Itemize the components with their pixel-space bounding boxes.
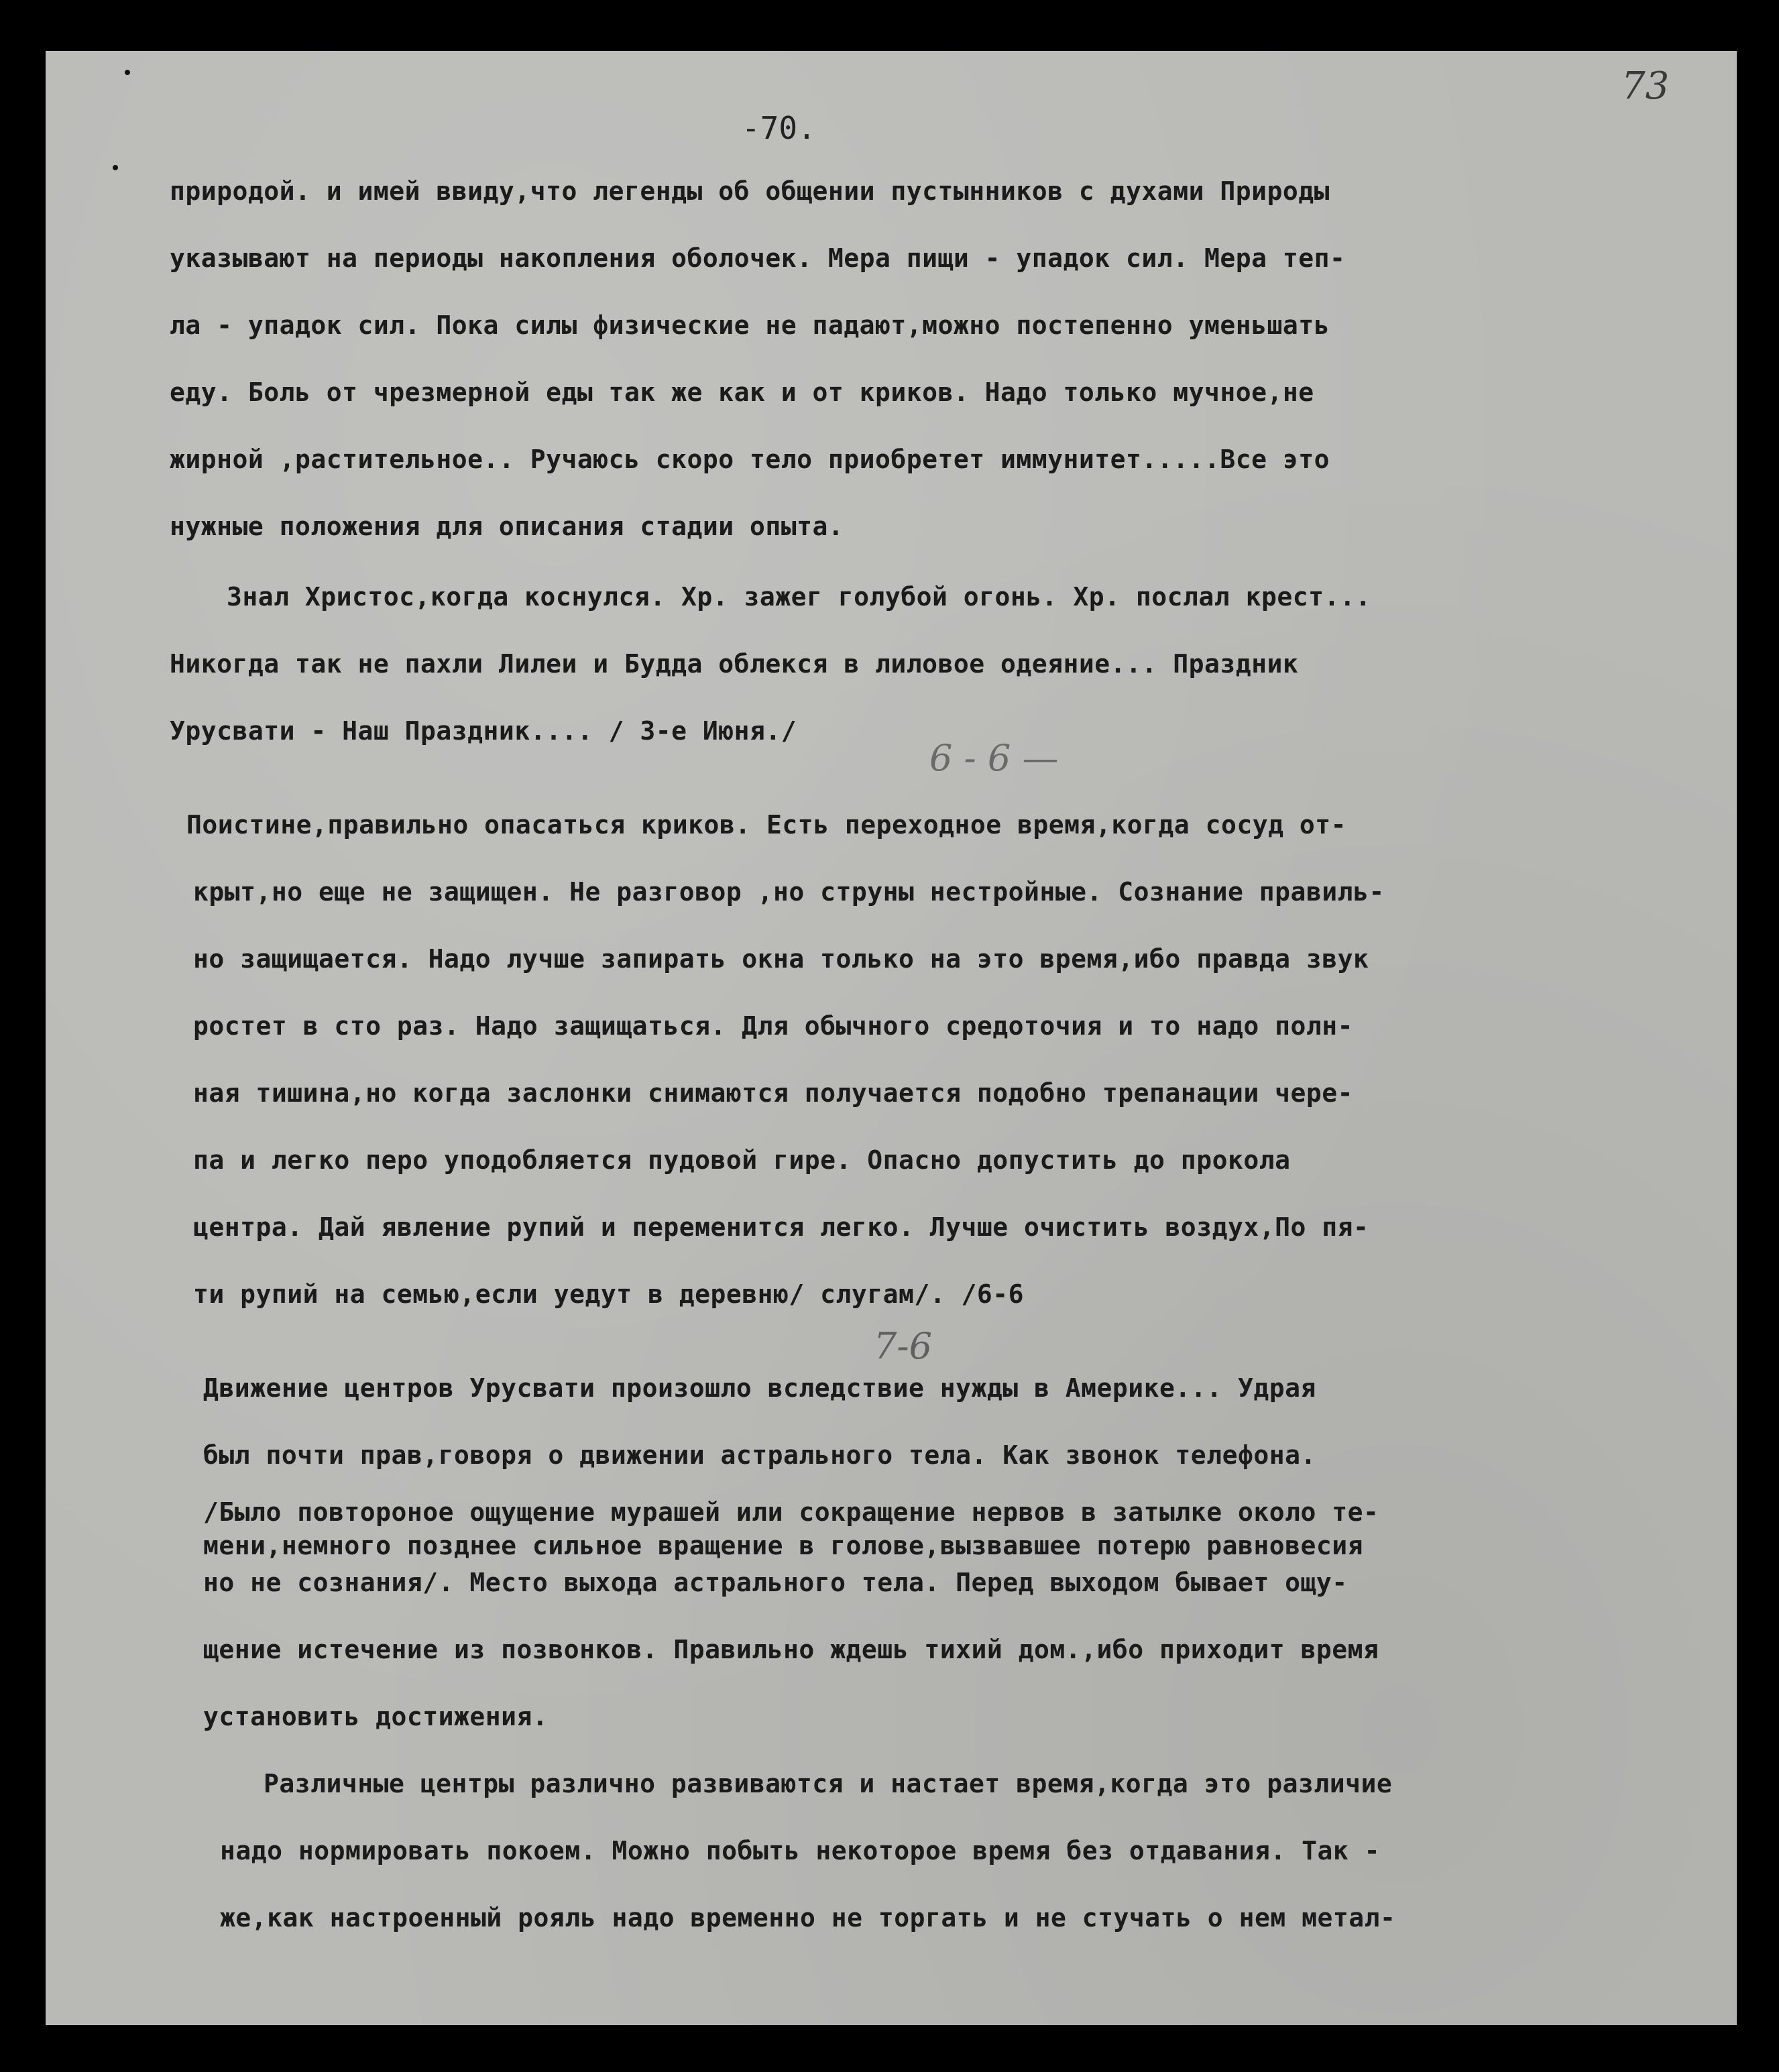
text-line-9: Урусвати - Наш Праздник.... / 3-е Июня./ bbox=[170, 716, 797, 746]
page-number: -70. bbox=[742, 110, 816, 146]
ink-dot bbox=[125, 70, 130, 75]
text-line-24: установить достижения. bbox=[203, 1702, 549, 1731]
text-line-21: мени,немного позднее сильное вращение в голове,вызвавшее потерю равновесия bbox=[203, 1531, 1363, 1560]
text-line-6: нужные положения для описания стадии опыта. bbox=[170, 512, 844, 541]
ink-dot bbox=[113, 165, 118, 170]
text-line-13: ростет в сто раз. Надо защищаться. Для обычного средоточия и то надо полн- bbox=[193, 1011, 1353, 1041]
text-line-1: природой. и имей ввиду,что легенды об общении пустынников с духами Природы bbox=[170, 176, 1330, 206]
text-line-12: но защищается. Надо лучше запирать окна только на это время,ибо правда звук bbox=[193, 944, 1369, 974]
text-line-11: крыт,но еще не защищен. Не разговор ,но струны нестройные. Сознание правиль- bbox=[193, 877, 1385, 907]
text-line-26: надо нормировать покоем. Можно побыть некоторое время без отдавания. Так - bbox=[220, 1836, 1380, 1865]
handwritten-date-6-6: 6 - 6 — bbox=[929, 737, 1059, 779]
text-line-3: ла - упадок сил. Пока силы физические не падают,можно постепенно уменьшать bbox=[170, 310, 1330, 340]
text-line-22: но не сознания/. Место выхода астрального тела. Перед выходом бывает ощу- bbox=[203, 1568, 1348, 1597]
text-line-18: Движение центров Урусвати произошло вследствие нужды в Америке... Удрая bbox=[203, 1373, 1316, 1403]
document-page bbox=[46, 51, 1737, 2025]
text-line-5: жирной ,растительное.. Ручаюсь скоро тело приобретет иммунитет.....Все это bbox=[170, 445, 1330, 474]
text-line-4: еду. Боль от чрезмерной еды так же как и от криков. Надо только мучное,не bbox=[170, 378, 1314, 407]
text-line-14: ная тишина,но когда заслонки снимаются получается подобно трепанации чере- bbox=[193, 1078, 1353, 1108]
handwritten-date-7-6: 7-6 bbox=[874, 1325, 932, 1367]
text-line-17: ти рупий на семью,если уедут в деревню/ слугам/. /6-6 bbox=[193, 1279, 1025, 1309]
text-line-19: был почти прав,говоря о движении астрального тела. Как звонок телефона. bbox=[203, 1440, 1316, 1470]
text-line-20: /Было повтороное ощущение мурашей или сокращение нервов в затылке около те- bbox=[203, 1497, 1379, 1527]
text-line-10: Поистине,правильно опасаться криков. Есть переходное время,когда сосуд от- bbox=[186, 810, 1346, 840]
text-line-16: центра. Дай явление рупий и переменится легко. Лучше очистить воздух,По пя- bbox=[193, 1212, 1369, 1242]
text-line-23: щение истечение из позвонков. Правильно ждешь тихий дом.,ибо приходит время bbox=[203, 1635, 1379, 1664]
text-line-8: Никогда так не пахли Лилеи и Будда облекся в лиловое одеяние... Праздник bbox=[170, 649, 1299, 679]
text-line-25: Различные центры различно развиваются и настает время,когда это различие bbox=[264, 1769, 1393, 1798]
text-line-7: Знал Христос,когда коснулся. Хр. зажег голубой огонь. Хр. послал крест... bbox=[227, 582, 1371, 612]
text-line-15: па и легко перо уподобляется пудовой гире. Опасно допустить до прокола bbox=[193, 1145, 1291, 1175]
archive-page-number: 73 bbox=[1621, 64, 1670, 108]
text-line-27: же,как настроенный рояль надо временно не торгать и не стучать о нем метал- bbox=[220, 1903, 1396, 1933]
text-line-2: указывают на периоды накопления оболочек. Мера пищи - упадок сил. Мера теп- bbox=[170, 243, 1346, 273]
